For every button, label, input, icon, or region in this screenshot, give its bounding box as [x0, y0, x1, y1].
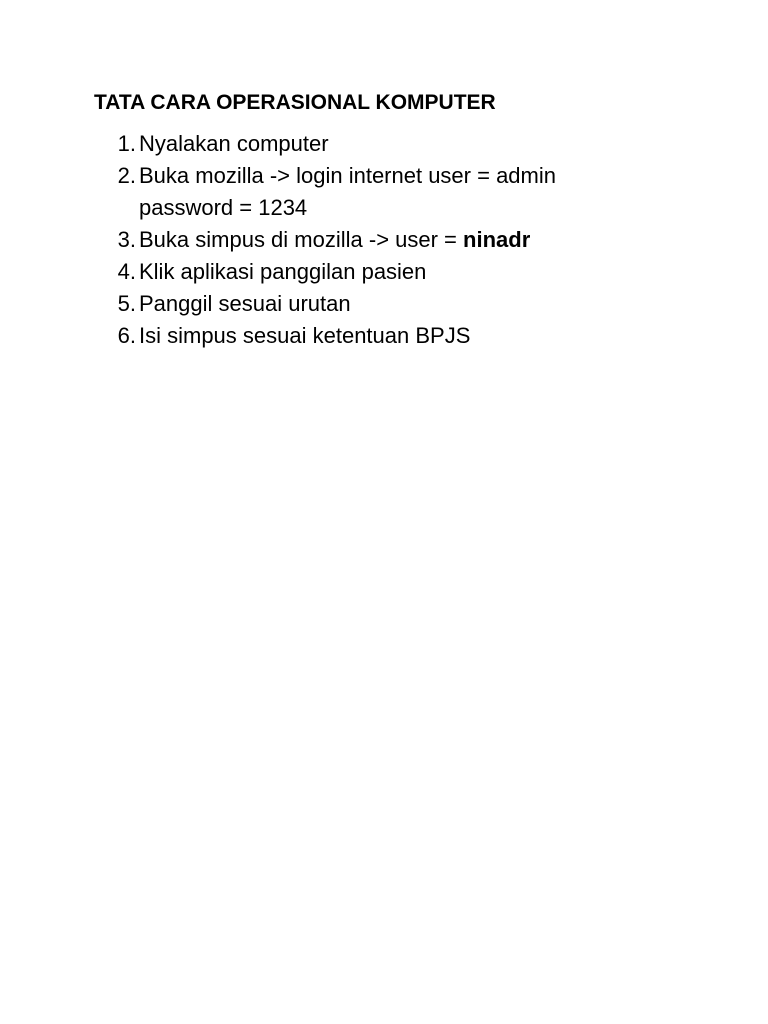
step-number: 4.	[117, 259, 136, 284]
document-title: TATA CARA OPERASIONAL KOMPUTER	[94, 91, 496, 114]
step-text: Isi simpus sesuai ketentuan BPJS	[139, 323, 471, 348]
list-item-step-5	[0, 288, 768, 320]
step-text: Buka mozilla -> login internet user = admin	[139, 163, 556, 188]
list-item-step-1	[0, 128, 768, 160]
step-number: 5.	[117, 291, 136, 316]
list-item-step-6	[0, 320, 768, 352]
step-number: 2.	[117, 163, 136, 188]
list-item-step-3	[0, 224, 768, 256]
step-number: 1.	[117, 131, 136, 156]
step-text: Buka simpus di mozilla -> user =	[139, 227, 464, 252]
list-item-step-4	[0, 256, 768, 288]
step-text: Panggil sesuai urutan	[139, 291, 351, 316]
step-number: 3.	[117, 227, 136, 252]
step-text-wrapper	[139, 224, 768, 256]
username-value: ninadr	[463, 227, 531, 252]
step-text: Nyalakan computer	[139, 131, 329, 156]
steps-list	[0, 128, 768, 352]
step-text: Klik aplikasi panggilan pasien	[139, 259, 427, 284]
list-item-step-2	[0, 160, 768, 224]
step-number: 6.	[117, 323, 136, 348]
step-text-continuation: password = 1234	[139, 195, 308, 220]
